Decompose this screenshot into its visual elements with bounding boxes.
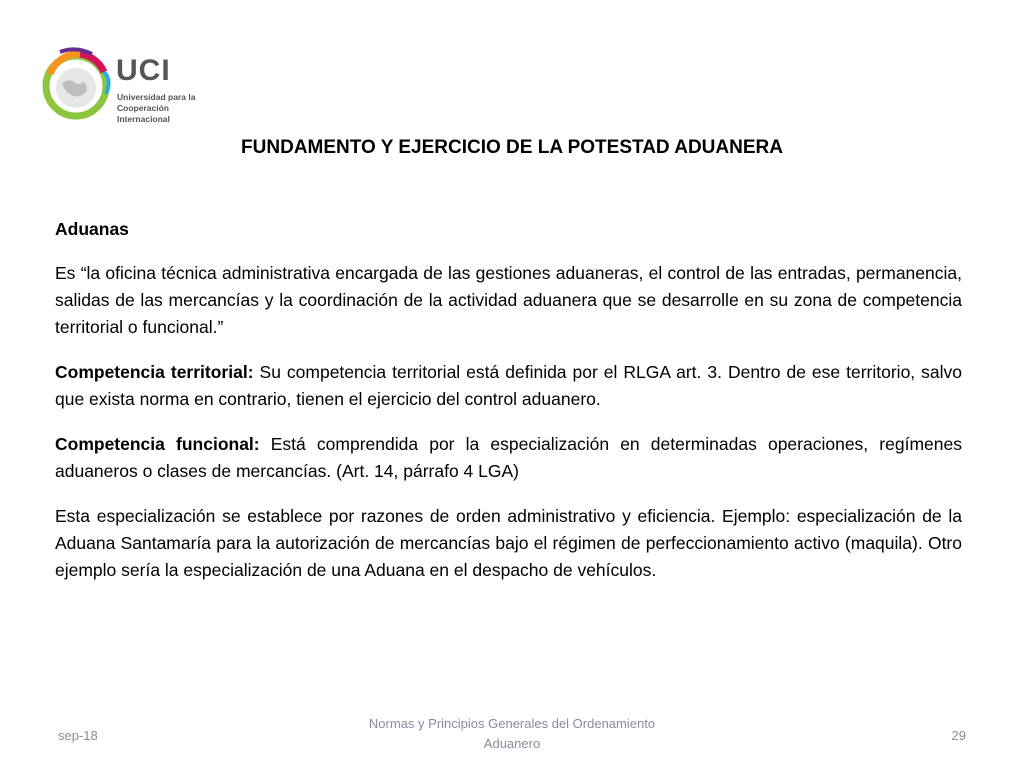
logo-subtitle: Universidad para la Cooperación Internacional (117, 92, 196, 124)
paragraph-funcional (55, 431, 962, 485)
territorial-label: Competencia territorial: (55, 362, 254, 382)
uci-logo (40, 44, 220, 126)
footer-date: sep-18 (58, 728, 98, 743)
section-heading: Aduanas (55, 219, 129, 239)
footer-page-number: 29 (951, 728, 966, 743)
funcional-text: Está comprendida por la especialización en determinadas operaciones, regímenes aduaneros o clases de mercancías. (Art. 14, párrafo 4 LGA) (55, 434, 962, 481)
globe-swirl-icon (40, 44, 116, 126)
paragraph-territorial (55, 359, 962, 413)
slide-title: FUNDAMENTO Y EJERCICIO DE LA POTESTAD ADUANERA (241, 137, 783, 158)
slide-content (55, 216, 962, 602)
logo-brand-text: UCI (116, 54, 171, 87)
footer-title: Normas y Principios Generales del Ordenamiento Aduanero (368, 716, 656, 751)
funcional-label: Competencia funcional: (55, 434, 260, 454)
paragraph-example: Esta especialización se establece por razones de orden administrativo y eficiencia. Ejemplo: especialización de la Aduana Santamaría para la autorización de mercancías bajo el régimen de perfeccionamiento activo (maquila). Otro ejemplo sería la especialización de una Aduana en el despacho de vehículos. (55, 506, 962, 580)
paragraph-definition: Es “la oficina técnica administrativa encargada de las gestiones aduaneras, el control de las entradas, permanencia, salidas de las mercancías y la coordinación de la actividad aduanera que se desarrolle en su zona de competencia territorial o funcional.” (55, 263, 962, 337)
territorial-text: Su competencia territorial está definida por el RLGA art. 3. Dentro de ese territorio, salvo que exista norma en contrario, tienen el ejercicio del control aduanero. (55, 362, 962, 409)
